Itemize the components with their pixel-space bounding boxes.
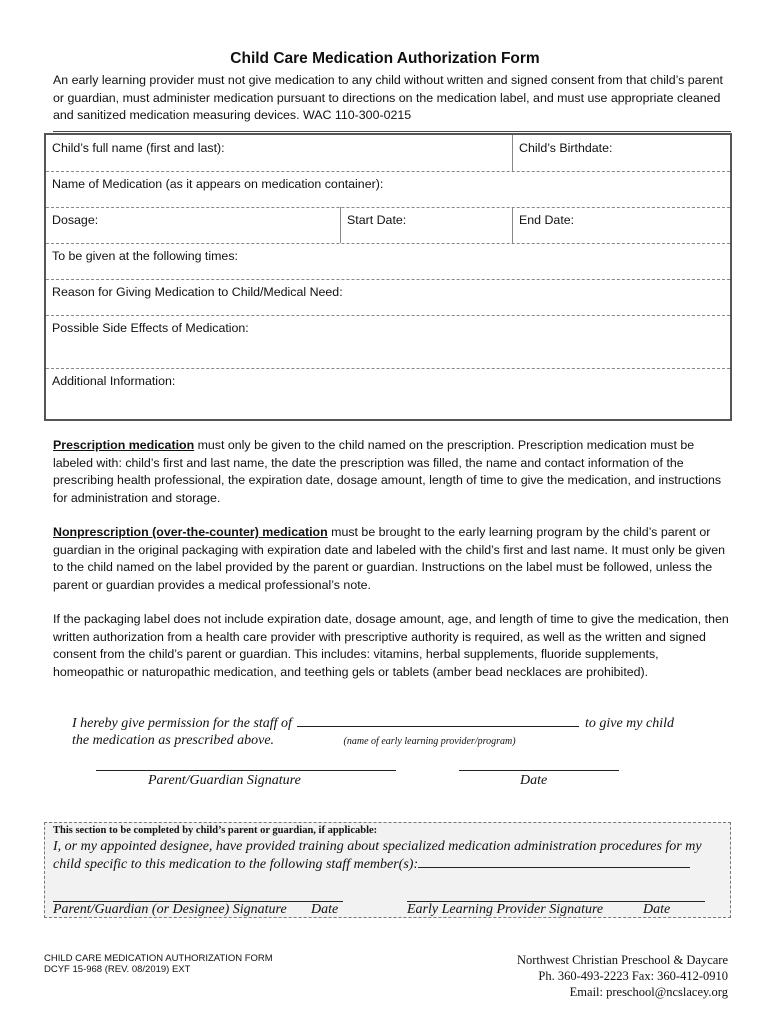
permission-line1-start: I hereby give permission for the staff of: [72, 716, 292, 731]
end-date-field[interactable]: End Date:: [512, 207, 730, 243]
row-side-effects: [46, 315, 730, 369]
row-medication-name: [46, 171, 730, 208]
provider-signature-label: Early Learning Provider Signature: [407, 902, 604, 917]
organization-name: Northwest Christian Preschool & Daycare: [516, 953, 728, 967]
reason-field[interactable]: Reason for Giving Medication to Child/Medical Need:: [52, 285, 343, 299]
parent-date-line[interactable]: [459, 770, 619, 771]
form-footer: [44, 953, 273, 975]
prescription-heading: Prescription medication: [53, 438, 195, 452]
parent-signature-label: Parent/Guardian Signature: [148, 773, 301, 788]
nonprescription-heading: Nonprescription (over-the-counter) medication: [53, 525, 328, 539]
prescription-paragraph: [53, 437, 733, 507]
dosage-field[interactable]: Dosage:: [52, 213, 99, 227]
nonprescription-paragraph: [53, 524, 733, 594]
designee-heading: This section to be completed by child’s parent or guardian, if applicable:: [53, 825, 378, 836]
row-child: [46, 135, 730, 172]
medication-info-table: [44, 133, 732, 421]
designee-statement: I, or my appointed designee, have provided training about specialized medication administration procedures for my child specific to this medication to the following staff member(s):: [53, 839, 702, 872]
packaging-paragraph: If the packaging label does not include expiration date, dosage amount, age, and length of time to give the medication, then written authorization from a health care provider with prescriptive authority is required, as well as the written and signed consent from the child’s parent or guardian. This includes: vitamins, herbal supplements, fluoride supplements, homeopathic or naturopathic medication, and teething gels or tablets (amber bead necklaces are prohibited).: [53, 612, 729, 679]
footer-form-title: CHILD CARE MEDICATION AUTHORIZATION FORM: [44, 953, 273, 964]
organization-phone: Ph. 360-493-2223 Fax: 360-412-0910: [538, 969, 728, 983]
designee-date-label: Date: [311, 902, 339, 917]
medication-name-field[interactable]: Name of Medication (as it appears on medication container):: [52, 177, 384, 191]
row-reason: [46, 279, 730, 316]
permission-statement: [72, 714, 674, 750]
start-date-field[interactable]: Start Date:: [340, 207, 512, 243]
side-effects-field[interactable]: Possible Side Effects of Medication:: [52, 321, 249, 335]
permission-line1-end: to give my child: [584, 716, 674, 731]
additional-info-field[interactable]: Additional Information:: [52, 374, 176, 388]
organization-contact: [517, 952, 728, 1000]
permission-line2: the medication as prescribed above.: [72, 733, 275, 748]
row-times: [46, 243, 730, 280]
row-dosage: [46, 207, 730, 244]
form-title: Child Care Medication Authorization Form: [230, 50, 540, 67]
header-rule: [53, 131, 731, 132]
nonprescription-text: must be brought to the early learning program by the child’s parent or guardian in the original packaging with expiration date and labeled with the child’s first and last name. It must only be given to the child named on the label provided by the parent or guardian. Instructions on the label must be followed, unless the parent or guardian provides a medical professional’s note.: [53, 525, 726, 592]
designee-signature-label: Parent/Guardian (or Designee) Signature: [53, 902, 287, 917]
row-additional: [46, 368, 730, 419]
provider-name-hint: (name of early learning provider/program): [343, 736, 516, 747]
intro-text: An early learning provider must not give medication to any child without written and signed consent from that child’s parent or guardian, must administer medication pursuant to directions on the medication label, and must use appropriate cleaned and sanitized medication measuring devices. WAC 110-300-0215: [53, 73, 723, 122]
organization-email: Email: preschool@ncslacey.org: [569, 985, 728, 999]
staff-member-blank[interactable]: [418, 855, 690, 868]
times-field[interactable]: To be given at the following times:: [52, 249, 238, 263]
birthdate-field[interactable]: Child’s Birthdate:: [512, 135, 730, 171]
provider-name-blank[interactable]: [297, 714, 579, 727]
prescription-text: must only be given to the child named on the prescription. Prescription medication must be labeled with: child’s first and last name, the date the prescription was filled, the name and contact information of the prescribing health professional, the expiration date, dosage amount, length of time to give the medication, and instructions for administration and storage.: [53, 438, 722, 505]
parent-signature-line[interactable]: [96, 770, 396, 771]
designee-section: [44, 822, 731, 918]
parent-date-label: Date: [520, 773, 548, 788]
designee-text: [53, 838, 723, 873]
footer-form-number: DCYF 15-968 (REV. 08/2019) EXT: [44, 964, 191, 975]
child-name-field[interactable]: Child’s full name (first and last):: [52, 141, 225, 155]
provider-date-label: Date: [643, 902, 671, 917]
